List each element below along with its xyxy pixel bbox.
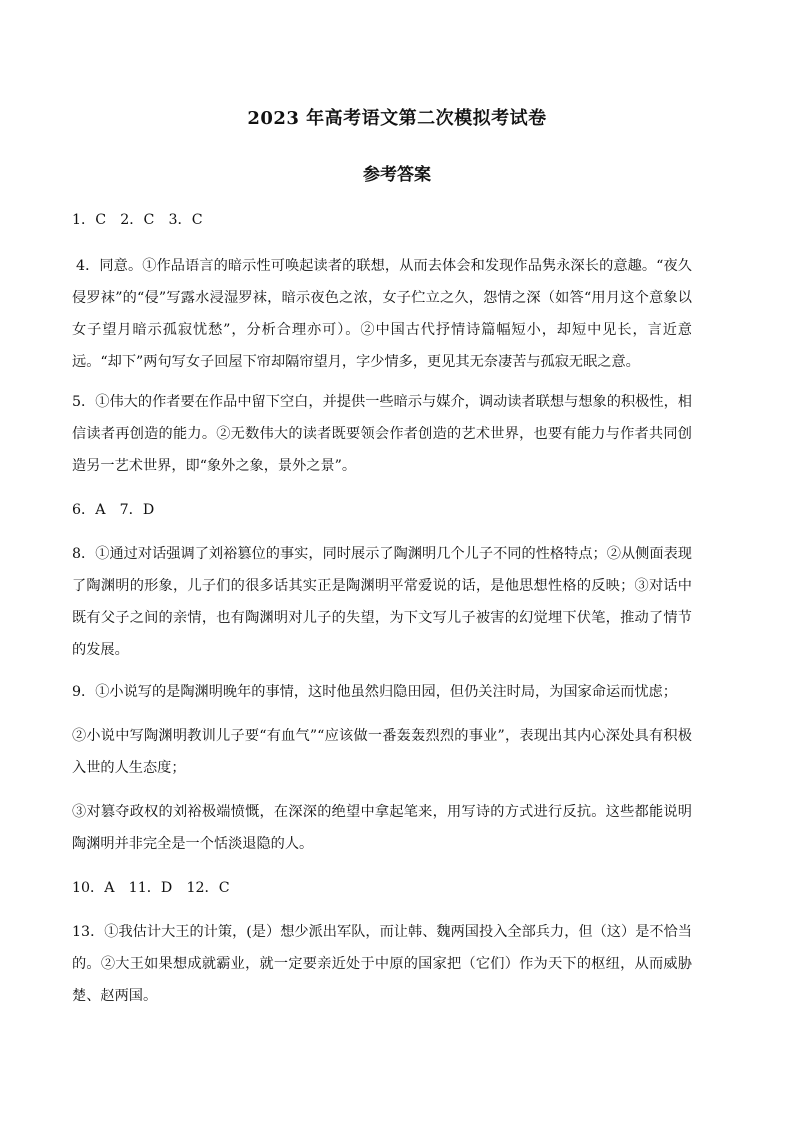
answer-1-3: 1．C 2．C 3．C	[72, 212, 203, 228]
answer-9-point-1: 9．①小说写的是陶渊明晚年的事情，这时他虽然归隐田园，但仍关注时局，为国家命运而忧虑；	[72, 684, 677, 700]
answer-9-point-3: ③对篡夺政权的刘裕极端愤慨，在深深的绝望中拿起笔来，用写诗的方式进行反抗。这些都能说明陶渊明并非完全是一个恬淡退隐的人。	[72, 804, 692, 852]
answer-5: 5．①伟大的作者要在作品中留下空白，并提供一些暗示与媒介，调动读者联想与想象的积极性，相信读者再创造的能力。②无数伟大的读者既要领会作者创造的艺术世界，也要有能力与作者共同创造另一艺术世界，即“象外之象，景外之景”。	[72, 394, 692, 474]
answer-8: 8．①通过对话强调了刘裕篡位的事实，同时展示了陶渊明几个儿子不同的性格特点；②从侧面表现了陶渊明的形象，儿子们的很多话其实正是陶渊明平常爱说的话，是他思想性格的反映；③对话中既有父子之间的亲情，也有陶渊明对儿子的失望，为下文写儿子被害的幻觉埋下伏笔，推动了情节的发展。	[72, 546, 692, 658]
page-subtitle: 参考答案	[363, 165, 431, 185]
page-title: 2023 年高考语文第二次模拟考试卷	[247, 108, 547, 129]
answer-4: 4．同意。①作品语言的暗示性可唤起读者的联想，从而去体会和发现作品隽永深长的意趣。“夜久侵罗袜”的“侵”写露水浸湿罗袜，暗示夜色之浓，女子伫立之久，怨情之深（如答“用月这个意象以女子望月暗示孤寂忧愁”，分析合理亦可）。②中国古代抒情诗篇幅短小，却短中见长，言近意远。“却下”两句写女子回屋下帘却隔帘望月，字少情多，更见其无奈凄苦与孤寂无眠之意。	[72, 258, 692, 370]
answer-6-7: 6．A 7．D	[72, 502, 155, 518]
answer-10-12: 10．A 11．D 12．C	[72, 880, 230, 896]
answer-9-point-2: ②小说中写陶渊明教训儿子要“有血气”“应该做一番轰轰烈烈的事业”，表现出其内心深处具有积极入世的人生态度；	[72, 728, 692, 776]
answer-13: 13．①我估计大王的计策，(是）想少派出军队，而让韩、魏两国投入全部兵力，但（这）是不恰当的。②大王如果想成就霸业，就一定要亲近处于中原的国家把（它们）作为天下的枢纽，从而威胁楚、赵两国。	[72, 924, 692, 1004]
